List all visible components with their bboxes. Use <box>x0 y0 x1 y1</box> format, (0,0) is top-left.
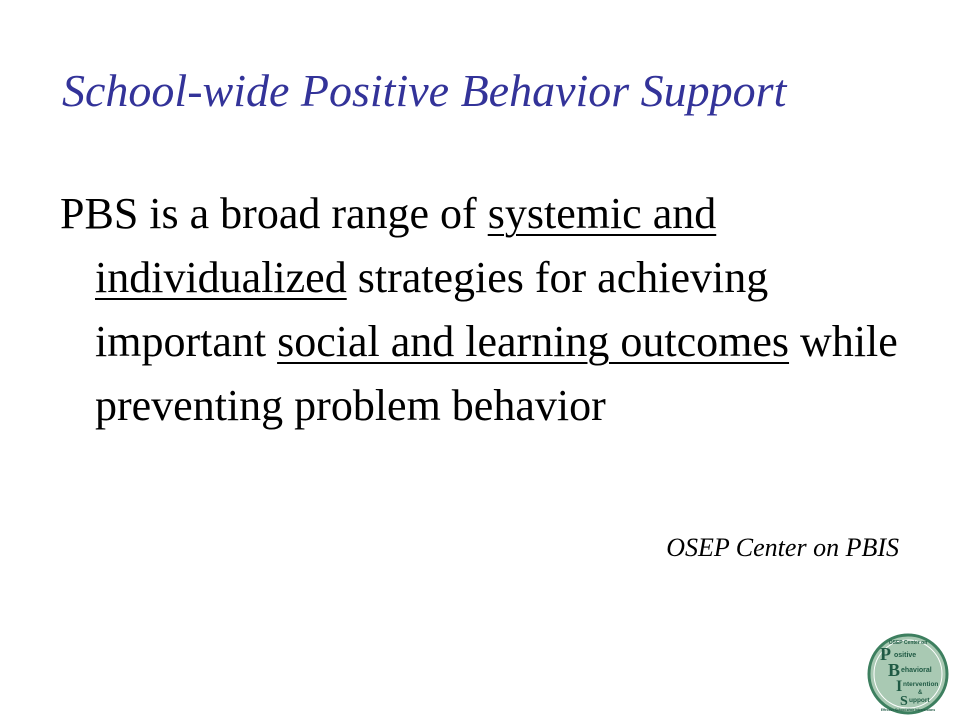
logo-word-intervention: ntervention <box>903 681 939 688</box>
logo-letter-p: P <box>880 644 891 664</box>
logo-ampersand: & <box>918 690 923 696</box>
logo-word-support: upport <box>909 697 930 704</box>
slide-title: School-wide Positive Behavior Support <box>62 65 787 116</box>
logo-letter-s: S <box>900 694 908 709</box>
source-attribution: OSEP Center on PBIS <box>666 533 899 562</box>
body-text: PBS is a broad range of <box>60 189 488 238</box>
logo-letter-i: I <box>896 678 903 695</box>
underlined-phrase-outcomes: social and learning outcomes <box>277 317 790 366</box>
logo-word-behavioral: ehavioral <box>901 667 932 674</box>
logo-tagline: Effective School-Wide Interventions <box>880 708 936 712</box>
logo-top-text: OSEP Center on <box>888 640 928 646</box>
body-text: while preventing problem behavior <box>95 317 898 430</box>
pbis-logo-icon <box>866 633 950 715</box>
underlined-phrase-systemic: systemic and individualized <box>95 189 717 302</box>
logo-letter-b: B <box>888 660 901 680</box>
logo-word-positive: ositive <box>894 652 917 659</box>
definition-paragraph <box>60 182 915 438</box>
body-text: strategies for achieving important <box>95 253 769 366</box>
